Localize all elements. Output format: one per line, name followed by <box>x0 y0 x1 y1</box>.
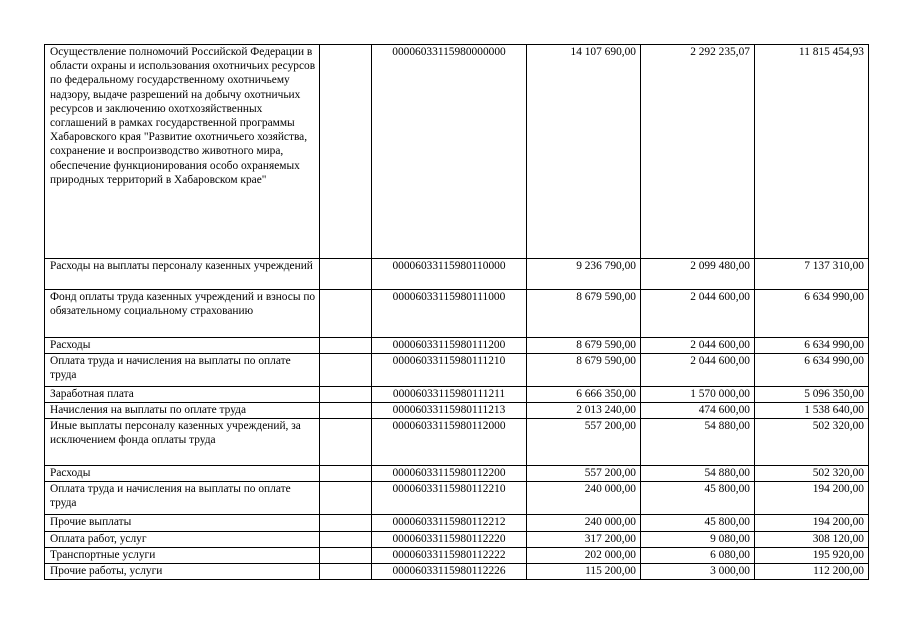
row-value-approved: 8 679 590,00 <box>527 338 641 354</box>
table-row <box>45 466 869 482</box>
row-value-executed: 54 880,00 <box>641 419 755 466</box>
empty-cell <box>320 548 372 564</box>
row-value-executed: 474 600,00 <box>641 403 755 419</box>
empty-cell <box>320 515 372 532</box>
row-value-executed: 45 800,00 <box>641 515 755 532</box>
row-value-executed: 2 044 600,00 <box>641 290 755 338</box>
table-row <box>45 290 869 338</box>
row-name: Прочие работы, услуги <box>45 564 320 580</box>
row-value-remaining: 308 120,00 <box>755 532 869 548</box>
row-value-approved: 2 013 240,00 <box>527 403 641 419</box>
table-row <box>45 419 869 466</box>
row-value-executed: 45 800,00 <box>641 482 755 515</box>
row-name: Фонд оплаты труда казенных учреждений и взносы по обязательному социальному страхованию <box>45 290 320 338</box>
row-code: 00006033115980112220 <box>372 532 527 548</box>
row-value-approved: 8 679 590,00 <box>527 290 641 338</box>
empty-cell <box>320 466 372 482</box>
row-value-approved: 557 200,00 <box>527 466 641 482</box>
row-value-remaining: 112 200,00 <box>755 564 869 580</box>
row-value-executed: 1 570 000,00 <box>641 387 755 403</box>
row-code: 00006033115980112210 <box>372 482 527 515</box>
row-code: 00006033115980112200 <box>372 466 527 482</box>
row-value-executed: 2 099 480,00 <box>641 259 755 290</box>
empty-cell <box>320 259 372 290</box>
row-code: 00006033115980111000 <box>372 290 527 338</box>
row-code: 00006033115980111211 <box>372 387 527 403</box>
row-name: Начисления на выплаты по оплате труда <box>45 403 320 419</box>
row-name: Осуществление полномочий Российской Федерации в области охраны и использования охотничьих ресурсов по федеральному государственному охотничьему надзору, выдаче разрешений на добычу охотничьих ресурсов и заключению охотхозяйственных соглашений в рамках государственной программы Хабаровского края "Развитие охотничьего хозяйства, сохранение и воспроизводство животного мира, обеспечение функционирования особо охраняемых природных территорий в Хабаровском крае" <box>45 45 320 259</box>
row-name: Оплата труда и начисления на выплаты по оплате труда <box>45 354 320 387</box>
row-value-remaining: 6 634 990,00 <box>755 290 869 338</box>
empty-cell <box>320 45 372 259</box>
row-value-remaining: 502 320,00 <box>755 466 869 482</box>
table-row <box>45 548 869 564</box>
row-name: Транспортные услуги <box>45 548 320 564</box>
row-value-executed: 6 080,00 <box>641 548 755 564</box>
row-name: Оплата работ, услуг <box>45 532 320 548</box>
row-name: Иные выплаты персоналу казенных учреждений, за исключением фонда оплаты труда <box>45 419 320 466</box>
row-value-approved: 557 200,00 <box>527 419 641 466</box>
empty-cell <box>320 403 372 419</box>
row-name: Расходы <box>45 466 320 482</box>
row-value-remaining: 6 634 990,00 <box>755 354 869 387</box>
budget-table <box>44 44 869 580</box>
table-row <box>45 515 869 532</box>
row-code: 00006033115980112222 <box>372 548 527 564</box>
row-name: Прочие выплаты <box>45 515 320 532</box>
table-row <box>45 482 869 515</box>
empty-cell <box>320 338 372 354</box>
row-name: Оплата труда и начисления на выплаты по оплате труда <box>45 482 320 515</box>
row-value-approved: 240 000,00 <box>527 482 641 515</box>
row-value-executed: 54 880,00 <box>641 466 755 482</box>
table-row <box>45 403 869 419</box>
row-value-remaining: 7 137 310,00 <box>755 259 869 290</box>
row-value-remaining: 11 815 454,93 <box>755 45 869 259</box>
row-value-approved: 8 679 590,00 <box>527 354 641 387</box>
row-value-remaining: 1 538 640,00 <box>755 403 869 419</box>
empty-cell <box>320 419 372 466</box>
row-code: 00006033115980112000 <box>372 419 527 466</box>
row-value-executed: 2 044 600,00 <box>641 338 755 354</box>
row-value-remaining: 6 634 990,00 <box>755 338 869 354</box>
row-value-approved: 9 236 790,00 <box>527 259 641 290</box>
table-row <box>45 259 869 290</box>
row-value-remaining: 5 096 350,00 <box>755 387 869 403</box>
table-row <box>45 532 869 548</box>
row-code: 00006033115980111200 <box>372 338 527 354</box>
empty-cell <box>320 564 372 580</box>
table-row <box>45 564 869 580</box>
row-value-executed: 9 080,00 <box>641 532 755 548</box>
row-code: 00006033115980000000 <box>372 45 527 259</box>
row-code: 00006033115980111210 <box>372 354 527 387</box>
row-name: Заработная плата <box>45 387 320 403</box>
row-value-approved: 240 000,00 <box>527 515 641 532</box>
row-value-executed: 2 044 600,00 <box>641 354 755 387</box>
row-code: 00006033115980111213 <box>372 403 527 419</box>
row-value-approved: 6 666 350,00 <box>527 387 641 403</box>
row-value-remaining: 194 200,00 <box>755 515 869 532</box>
row-value-approved: 202 000,00 <box>527 548 641 564</box>
empty-cell <box>320 482 372 515</box>
row-value-approved: 115 200,00 <box>527 564 641 580</box>
row-value-executed: 2 292 235,07 <box>641 45 755 259</box>
table-row <box>45 387 869 403</box>
empty-cell <box>320 354 372 387</box>
empty-cell <box>320 532 372 548</box>
table-row <box>45 354 869 387</box>
row-value-remaining: 502 320,00 <box>755 419 869 466</box>
empty-cell <box>320 290 372 338</box>
row-name: Расходы <box>45 338 320 354</box>
row-value-approved: 317 200,00 <box>527 532 641 548</box>
row-code: 00006033115980112212 <box>372 515 527 532</box>
row-value-executed: 3 000,00 <box>641 564 755 580</box>
empty-cell <box>320 387 372 403</box>
row-code: 00006033115980110000 <box>372 259 527 290</box>
row-code: 00006033115980112226 <box>372 564 527 580</box>
row-name: Расходы на выплаты персоналу казенных учреждений <box>45 259 320 290</box>
table-row <box>45 45 869 259</box>
table-row <box>45 338 869 354</box>
row-value-remaining: 194 200,00 <box>755 482 869 515</box>
row-value-remaining: 195 920,00 <box>755 548 869 564</box>
row-value-approved: 14 107 690,00 <box>527 45 641 259</box>
